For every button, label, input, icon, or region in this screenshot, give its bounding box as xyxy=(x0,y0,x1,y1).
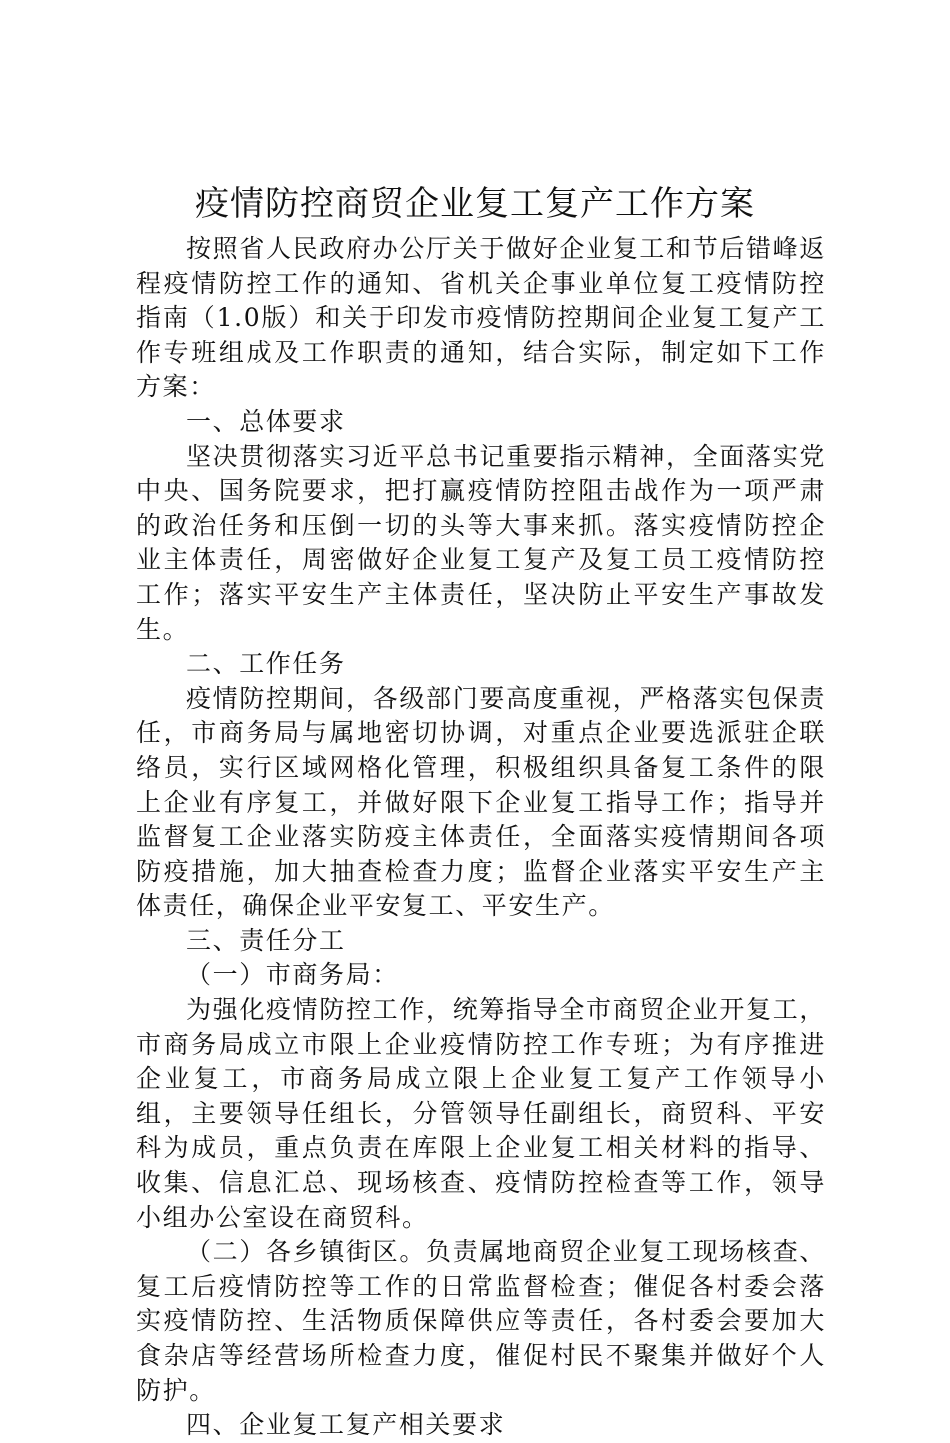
section-text-general: 坚决贯彻落实习近平总书记重要指示精神，全面落实党中央、国务院要求，把打赢疫情防控阻击战作为一项严肃的政治任务和压倒一切的头等大事来抓。落实疫情防控企业主体责任，周密做好企业复工复产及复工员工疫情防控工作；落实平安生产主体责任，坚决防止平安生产事故发生。 xyxy=(136,441,826,644)
section-heading-tasks: 二、工作任务 xyxy=(186,649,346,679)
subsection-text-commerce-bureau: 为强化疫情防控工作，统筹指导全市商贸企业开复工，市商务局成立市限上企业疫情防控工作专班；为有序推进企业复工，市商务局成立限上企业复工复产工作领导小组，主要领导任组长，分管领导任副组长，商贸科、平安科为成员，重点负责在库限上企业复工相关材料的指导、收集、信息汇总、现场核查、疫情防控检查等工作，领导小组办公室设在商贸科。 xyxy=(136,995,826,1232)
section-heading-requirements: 四、企业复工复产相关要求 xyxy=(186,1410,506,1440)
section-heading-responsibilities: 三、责任分工 xyxy=(186,925,346,955)
subsection-heading-commerce-bureau: （一）市商务局： xyxy=(186,960,399,990)
subsection-text-townships: （二）各乡镇街区。负责属地商贸企业复工现场核查、复工后疫情防控等工作的日常监督检查；催促各村委会落实疫情防控、生活物质保障供应等责任，各村委会要加大食杂店等经营场所检查力度，催促村民不聚集并做好个人防护。 xyxy=(136,1237,826,1405)
section-text-tasks: 疫情防控期间，各级部门要高度重视，严格落实包保责任，市商务局与属地密切协调，对重点企业要选派驻企联络员，实行区域网格化管理，积极组织具备复工条件的限上企业有序复工，并做好限下企业复工指导工作；指导并监督复工企业落实防疫主体责任，全面落实疫情期间各项防疫措施，加大抽查检查力度；监督企业落实平安生产主体责任，确保企业平安复工、平安生产。 xyxy=(136,683,826,921)
document-body xyxy=(136,232,826,1443)
intro-paragraph: 按照省人民政府办公厅关于做好企业复工和节后错峰返程疫情防控工作的通知、省机关企事业单位复工疫情防控指南（1.0版）和关于印发市疫情防控期间企业复工复产工作专班组成及工作职责的通知，结合实际，制定如下工作方案： xyxy=(136,234,826,402)
document-title: 疫情防控商贸企业复工复产工作方案 xyxy=(195,184,755,224)
section-heading-general: 一、总体要求 xyxy=(186,406,346,436)
